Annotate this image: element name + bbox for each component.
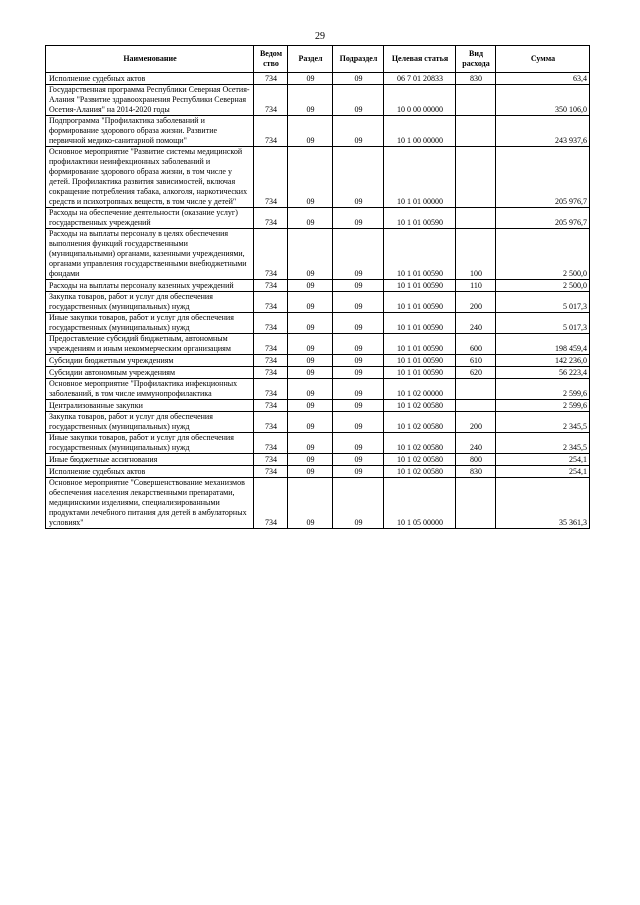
cell-sum: 56 223,4	[496, 367, 590, 379]
cell-vedom: 734	[254, 433, 288, 454]
cell-sum: 243 937,6	[496, 116, 590, 147]
cell-vedom: 734	[254, 379, 288, 400]
cell-name: Иные бюджетные ассигнования	[46, 454, 254, 466]
cell-name: Исполнение судебных актов	[46, 73, 254, 85]
cell-vedom: 734	[254, 229, 288, 280]
header-razdel: Раздел	[288, 46, 333, 73]
cell-sum: 2 599,6	[496, 379, 590, 400]
cell-target: 10 0 00 00000	[384, 85, 456, 116]
cell-name: Предоставление субсидий бюджетным, автономным учреждениям и иным некоммерческим организациям	[46, 334, 254, 355]
cell-razdel: 09	[288, 379, 333, 400]
cell-razdel: 09	[288, 147, 333, 208]
budget-table	[45, 45, 590, 529]
cell-vid: 610	[456, 355, 496, 367]
cell-razdel: 09	[288, 229, 333, 280]
cell-target: 10 1 01 00590	[384, 280, 456, 292]
cell-name: Субсидии автономным учреждениям	[46, 367, 254, 379]
cell-vid: 200	[456, 292, 496, 313]
header-name: Наименование	[46, 46, 254, 73]
cell-razdel: 09	[288, 454, 333, 466]
cell-target: 10 1 02 00580	[384, 466, 456, 478]
cell-target: 10 1 05 00000	[384, 478, 456, 529]
cell-razdel: 09	[288, 85, 333, 116]
table-row	[46, 147, 590, 208]
cell-name: Основное мероприятие "Развитие системы медицинской профилактики неинфекционных заболеваний и формирование здорового образа жизни, в том числе у детей. Профилактика развития зависимостей, включая сокращение потребления табака, алкоголя, наркотических средств и психотропных веществ, в том числе у детей"	[46, 147, 254, 208]
cell-vedom: 734	[254, 292, 288, 313]
cell-name: Основное мероприятие "Профилактика инфекционных заболеваний, в том числе иммунопрофилактика	[46, 379, 254, 400]
cell-podrazdel: 09	[333, 478, 384, 529]
cell-podrazdel: 09	[333, 367, 384, 379]
cell-sum: 350 106,0	[496, 85, 590, 116]
cell-podrazdel: 09	[333, 147, 384, 208]
cell-podrazdel: 09	[333, 292, 384, 313]
cell-sum: 2 345,5	[496, 412, 590, 433]
table-row	[46, 313, 590, 334]
cell-vid: 240	[456, 433, 496, 454]
cell-vedom: 734	[254, 85, 288, 116]
cell-podrazdel: 09	[333, 355, 384, 367]
cell-vedom: 734	[254, 355, 288, 367]
cell-sum: 2 500,0	[496, 229, 590, 280]
header-vedom: Ведом ство	[254, 46, 288, 73]
table-row	[46, 116, 590, 147]
cell-target: 10 1 01 00590	[384, 313, 456, 334]
cell-sum: 2 599,6	[496, 400, 590, 412]
table-row	[46, 478, 590, 529]
cell-name: Расходы на обеспечение деятельности (оказание услуг) государственных учреждений	[46, 208, 254, 229]
cell-name: Субсидии бюджетным учреждениям	[46, 355, 254, 367]
cell-podrazdel: 09	[333, 400, 384, 412]
cell-podrazdel: 09	[333, 85, 384, 116]
cell-vid	[456, 379, 496, 400]
table-row	[46, 454, 590, 466]
cell-target: 10 1 02 00580	[384, 454, 456, 466]
cell-podrazdel: 09	[333, 379, 384, 400]
cell-vedom: 734	[254, 280, 288, 292]
cell-name: Расходы на выплаты персоналу казенных учреждений	[46, 280, 254, 292]
cell-sum: 5 017,3	[496, 313, 590, 334]
cell-name: Расходы на выплаты персоналу в целях обеспечения выполнения функций государственными (муниципальными) органами, казенными учреждениями, органами управления государственными внебюджетными фондами	[46, 229, 254, 280]
cell-razdel: 09	[288, 280, 333, 292]
cell-target: 10 1 01 00590	[384, 208, 456, 229]
cell-sum: 198 459,4	[496, 334, 590, 355]
cell-vedom: 734	[254, 400, 288, 412]
table-row	[46, 355, 590, 367]
cell-vedom: 734	[254, 334, 288, 355]
cell-name: Подпрограмма "Профилактика заболеваний и формирование здорового образа жизни. Развитие первичной медико-санитарной помощи"	[46, 116, 254, 147]
cell-podrazdel: 09	[333, 466, 384, 478]
cell-vedom: 734	[254, 313, 288, 334]
cell-razdel: 09	[288, 466, 333, 478]
cell-sum: 205 976,7	[496, 147, 590, 208]
cell-name: Исполнение судебных актов	[46, 466, 254, 478]
cell-vid: 100	[456, 229, 496, 280]
cell-vedom: 734	[254, 412, 288, 433]
cell-sum: 254,1	[496, 466, 590, 478]
cell-sum: 142 236,0	[496, 355, 590, 367]
table-row	[46, 466, 590, 478]
cell-vid: 830	[456, 73, 496, 85]
cell-podrazdel: 09	[333, 116, 384, 147]
cell-vid	[456, 400, 496, 412]
cell-name: Централизованные закупки	[46, 400, 254, 412]
cell-razdel: 09	[288, 355, 333, 367]
cell-target: 10 1 01 00000	[384, 147, 456, 208]
cell-podrazdel: 09	[333, 208, 384, 229]
cell-vid: 620	[456, 367, 496, 379]
cell-name: Государственная программа Республики Северная Осетия-Алания "Развитие здравоохранения Республики Северная Осетия-Алания" на 2014-2020 годы	[46, 85, 254, 116]
cell-razdel: 09	[288, 412, 333, 433]
cell-vid	[456, 478, 496, 529]
cell-target: 06 7 01 20833	[384, 73, 456, 85]
cell-podrazdel: 09	[333, 454, 384, 466]
cell-target: 10 1 02 00000	[384, 379, 456, 400]
cell-target: 10 1 01 00590	[384, 355, 456, 367]
cell-podrazdel: 09	[333, 412, 384, 433]
table-row	[46, 292, 590, 313]
cell-target: 10 1 01 00590	[384, 229, 456, 280]
cell-podrazdel: 09	[333, 280, 384, 292]
cell-sum: 2 500,0	[496, 280, 590, 292]
cell-razdel: 09	[288, 400, 333, 412]
cell-razdel: 09	[288, 292, 333, 313]
cell-name: Закупка товаров, работ и услуг для обеспечения государственных (муниципальных) нужд	[46, 412, 254, 433]
header-row	[46, 46, 590, 73]
cell-vedom: 734	[254, 147, 288, 208]
cell-vid	[456, 116, 496, 147]
cell-name: Закупка товаров, работ и услуг для обеспечения государственных (муниципальных) нужд	[46, 292, 254, 313]
cell-vid	[456, 85, 496, 116]
cell-sum: 35 361,3	[496, 478, 590, 529]
cell-name: Основное мероприятие "Совершенствование механизмов обеспечения населения лекарственными препаратами, медицинскими изделиями, специализированными продуктами лечебного питания для детей в амбулаторных условиях"	[46, 478, 254, 529]
table-row	[46, 412, 590, 433]
table-row	[46, 334, 590, 355]
page-number: 29	[315, 31, 325, 42]
cell-podrazdel: 09	[333, 433, 384, 454]
cell-vid: 110	[456, 280, 496, 292]
cell-target: 10 1 02 00580	[384, 433, 456, 454]
cell-sum: 254,1	[496, 454, 590, 466]
cell-podrazdel: 09	[333, 73, 384, 85]
cell-vid	[456, 147, 496, 208]
cell-vid: 200	[456, 412, 496, 433]
cell-vedom: 734	[254, 454, 288, 466]
table-row	[46, 400, 590, 412]
cell-podrazdel: 09	[333, 229, 384, 280]
table-row	[46, 73, 590, 85]
cell-vedom: 734	[254, 116, 288, 147]
cell-vid: 800	[456, 454, 496, 466]
cell-vedom: 734	[254, 367, 288, 379]
cell-razdel: 09	[288, 478, 333, 529]
table-row	[46, 85, 590, 116]
cell-razdel: 09	[288, 208, 333, 229]
cell-vid: 600	[456, 334, 496, 355]
table-body	[46, 73, 590, 529]
cell-razdel: 09	[288, 116, 333, 147]
cell-target: 10 1 01 00590	[384, 292, 456, 313]
header-sum: Сумма	[496, 46, 590, 73]
cell-target: 10 1 00 00000	[384, 116, 456, 147]
table-row	[46, 379, 590, 400]
cell-vedom: 734	[254, 208, 288, 229]
table-row	[46, 208, 590, 229]
cell-sum: 63,4	[496, 73, 590, 85]
cell-razdel: 09	[288, 433, 333, 454]
cell-razdel: 09	[288, 313, 333, 334]
cell-sum: 2 345,5	[496, 433, 590, 454]
header-podrazdel: Подраздел	[333, 46, 384, 73]
cell-podrazdel: 09	[333, 334, 384, 355]
cell-razdel: 09	[288, 73, 333, 85]
cell-target: 10 1 02 00580	[384, 412, 456, 433]
table-row	[46, 229, 590, 280]
cell-razdel: 09	[288, 334, 333, 355]
cell-target: 10 1 01 00590	[384, 367, 456, 379]
cell-name: Иные закупки товаров, работ и услуг для обеспечения государственных (муниципальных) нужд	[46, 433, 254, 454]
cell-vid: 830	[456, 466, 496, 478]
cell-podrazdel: 09	[333, 313, 384, 334]
cell-vedom: 734	[254, 466, 288, 478]
cell-vid: 240	[456, 313, 496, 334]
cell-target: 10 1 02 00580	[384, 400, 456, 412]
cell-vedom: 734	[254, 478, 288, 529]
cell-vedom: 734	[254, 73, 288, 85]
header-target: Целевая статья	[384, 46, 456, 73]
table-row	[46, 433, 590, 454]
cell-sum: 5 017,3	[496, 292, 590, 313]
table-row	[46, 367, 590, 379]
cell-vid	[456, 208, 496, 229]
cell-razdel: 09	[288, 367, 333, 379]
table-row	[46, 280, 590, 292]
cell-name: Иные закупки товаров, работ и услуг для обеспечения государственных (муниципальных) нужд	[46, 313, 254, 334]
cell-sum: 205 976,7	[496, 208, 590, 229]
header-vid: Вид расхода	[456, 46, 496, 73]
cell-target: 10 1 01 00590	[384, 334, 456, 355]
